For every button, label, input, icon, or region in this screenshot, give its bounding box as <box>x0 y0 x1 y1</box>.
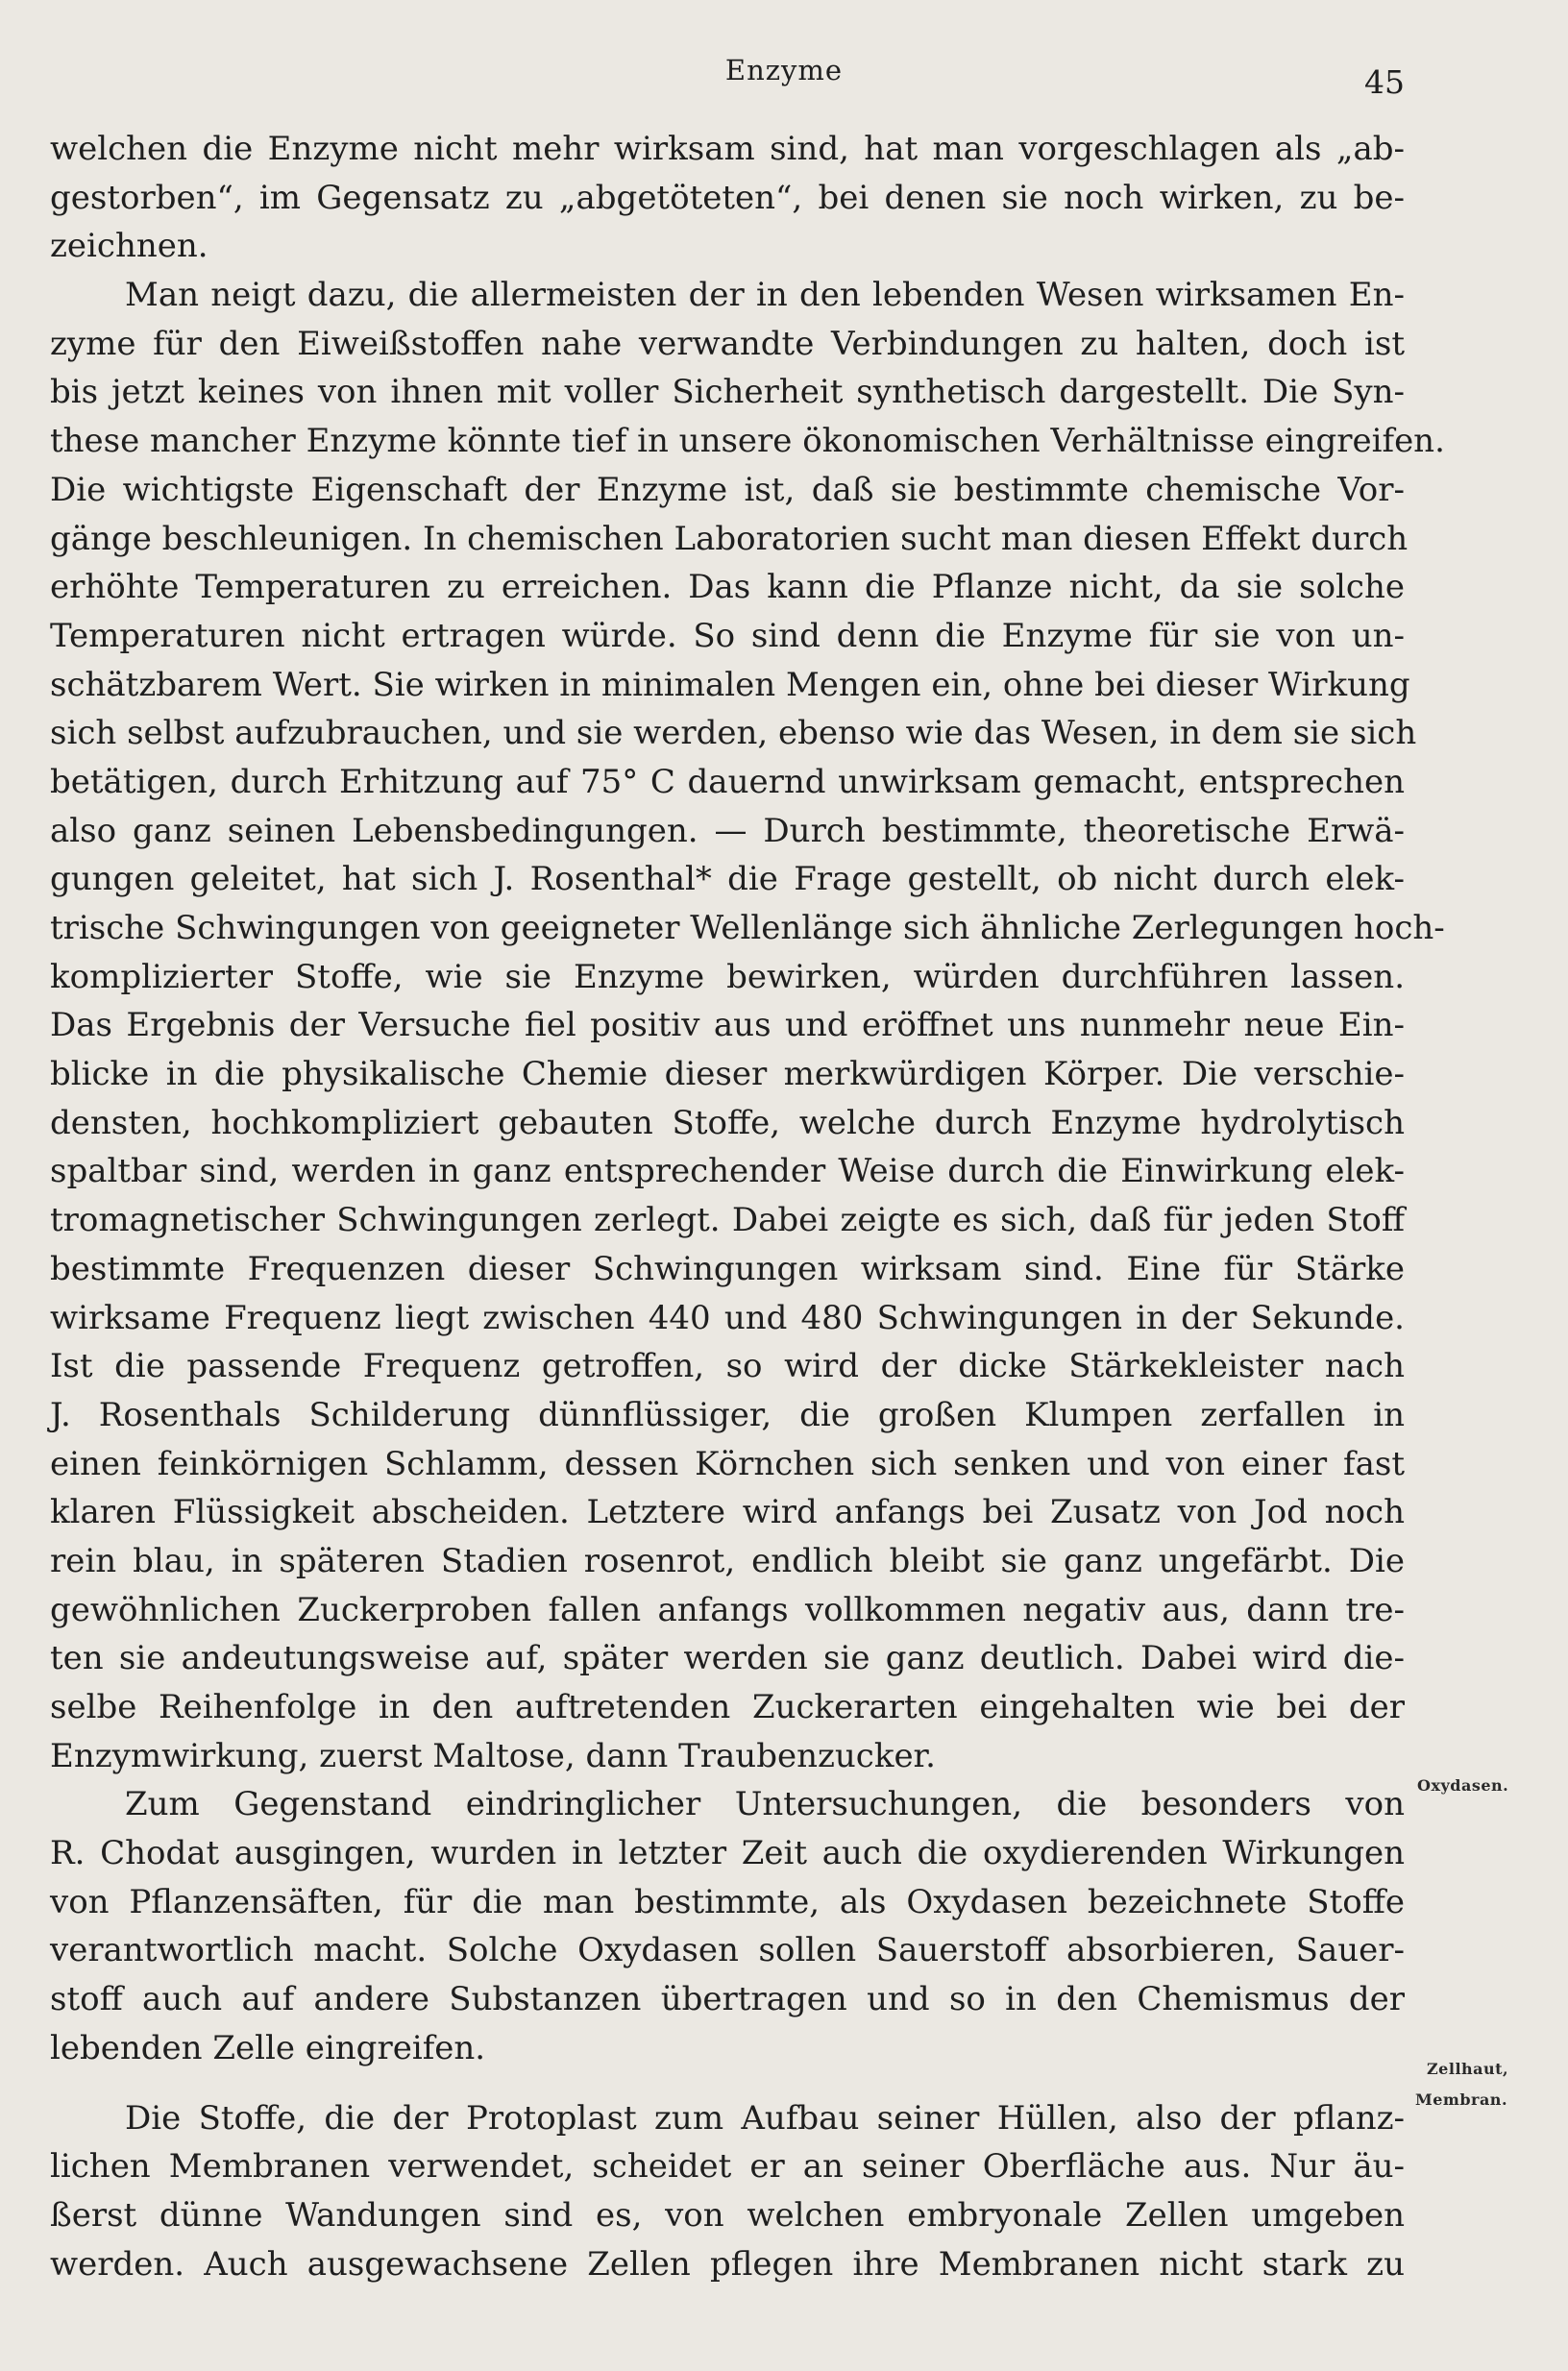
text-line: gestorben“, im Gegensatz zu „abgetöteten“, bei denen sie noch wirken, zu be- <box>50 178 1405 217</box>
text-line: Ist die passende Frequenz getroffen, so wird der dicke Stärkekleister nach <box>50 1347 1405 1386</box>
text-line: bestimmte Frequenzen dieser Schwingungen wirksam sind. Eine für Stärke <box>50 1249 1405 1288</box>
text-line: Die Stoffe, die der Protoplast zum Aufbau seiner Hüllen, also der pflanz- <box>125 2098 1405 2138</box>
text-line: also ganz seinen Lebensbedingungen. — Durch bestimmte, theoretische Erwä- <box>50 811 1405 850</box>
text-line: spaltbar sind, werden in ganz entsprechender Weise durch die Einwirkung elek- <box>50 1152 1405 1191</box>
text-line: gewöhnlichen Zuckerproben fallen anfangs vollkommen negativ aus, dann tre- <box>50 1590 1405 1629</box>
text-line: betätigen, durch Erhitzung auf 75° C dauernd unwirksam gemacht, entsprechen <box>50 762 1405 801</box>
page-number: 45 <box>1364 63 1405 101</box>
text-line: densten, hochkompliziert gebauten Stoffe, welche durch Enzyme hydrolytisch <box>50 1103 1405 1142</box>
text-line: ßerst dünne Wandungen sind es, von welchen embryonale Zellen umgeben <box>50 2195 1405 2235</box>
text-line: Die wichtigste Eigenschaft der Enzyme ist, daß sie bestimmte chemische Vor- <box>50 470 1405 509</box>
text-line: gänge beschleunigen. In chemischen Laboratorien sucht man diesen Effekt durch <box>50 519 1409 558</box>
running-title: Enzyme <box>724 54 844 86</box>
text-line: these mancher Enzyme könnte tief in unsere ökonomischen Verhältnisse eingreifen. <box>50 422 1445 461</box>
text-line: lebenden Zelle eingreifen. <box>50 2028 486 2067</box>
paragraph <box>50 125 1405 271</box>
text-line: blicke in die physikalische Chemie dieser merkwürdigen Körper. Die verschie- <box>50 1055 1405 1094</box>
paragraph <box>50 1780 1405 2072</box>
text-line: gungen geleitet, hat sich J. Rosenthal* die Frage gestellt, ob nicht durch elek- <box>50 860 1405 899</box>
text-line: werden. Auch ausgewachsene Zellen pflegen ihre Membranen nicht stark zu <box>50 2244 1405 2284</box>
text-line: einen feinkörnigen Schlamm, dessen Körnchen sich senken und von einer fast <box>50 1444 1405 1483</box>
text-line: tromagnetischer Schwingungen zerlegt. Dabei zeigte es sich, daß für jeden Stoff <box>50 1201 1405 1240</box>
paragraph <box>50 271 1445 1780</box>
text-line: rein blau, in späteren Stadien rosenrot, endlich bleibt sie ganz ungefärbt. Die <box>50 1541 1405 1580</box>
text-line: erhöhte Temperaturen zu erreichen. Das kann die Pflanze nicht, da sie solche <box>50 568 1405 607</box>
text-line: Temperaturen nicht ertragen würde. So sind denn die Enzyme für sie von un- <box>50 616 1405 655</box>
text-line: lichen Membranen verwendet, scheidet er an seiner Oberfläche aus. Nur äu- <box>50 2147 1405 2187</box>
text-line: verantwortlich macht. Solche Oxydasen sollen Sauerstoff absorbieren, Sauer- <box>50 1931 1405 1970</box>
text-line: trische Schwingungen von geeigneter Wellenlänge sich ähnliche Zerlegungen hoch- <box>50 909 1445 947</box>
margin-note-membran: Membran. <box>1415 2090 1508 2109</box>
paragraph-gap <box>50 2073 1405 2094</box>
text-line: selbe Reihenfolge in den auftretenden Zuckerarten eingehalten wie bei der <box>50 1688 1405 1726</box>
text-line: wirksame Frequenz liegt zwischen 440 und 480 Schwingungen in der Sekunde. <box>50 1298 1405 1337</box>
paragraph <box>50 2094 1405 2289</box>
body-text <box>50 125 1445 2288</box>
text-line: Enzymwirkung, zuerst Maltose, dann Traubenzucker. <box>50 1736 936 1775</box>
text-line: klaren Flüssigkeit abscheiden. Letztere wird anfangs bei Zusatz von Jod noch <box>50 1493 1405 1532</box>
margin-note-oxydasen: Oxydasen. <box>1417 1776 1509 1795</box>
text-line: von Pflanzensäften, für die man bestimmte, als Oxydasen bezeichnete Stoffe <box>50 1882 1405 1921</box>
margin-note-zellhaut: Zellhaut, <box>1427 2060 1509 2078</box>
text-line: Man neigt dazu, die allermeisten der in den lebenden Wesen wirksamen En- <box>125 276 1405 315</box>
text-line: zeichnen. <box>50 227 208 266</box>
text-line: ten sie andeutungsweise auf, später werden sie ganz deutlich. Dabei wird die- <box>50 1639 1405 1678</box>
text-line: schätzbarem Wert. Sie wirken in minimalen Mengen ein, ohne bei dieser Wirkung <box>50 665 1410 704</box>
text-line: welchen die Enzyme nicht mehr wirksam sind, hat man vorgeschlagen als „ab- <box>50 130 1405 168</box>
text-line: R. Chodat ausgingen, wurden in letzter Zeit auch die oxydierenden Wirkungen <box>50 1834 1405 1873</box>
text-line: komplizierter Stoffe, wie sie Enzyme bewirken, würden durchführen lassen. <box>50 957 1405 996</box>
text-line: bis jetzt keines von ihnen mit voller Sicherheit synthetisch dargestellt. Die Syn- <box>50 373 1405 412</box>
text-line: Das Ergebnis der Versuche fiel positiv aus und eröffnet uns nunmehr neue Ein- <box>50 1006 1405 1045</box>
text-line: stoff auch auf andere Substanzen übertragen und so in den Chemismus der <box>50 1980 1405 2019</box>
text-line: sich selbst aufzubrauchen, und sie werden, ebenso wie das Wesen, in dem sie sich <box>50 714 1417 753</box>
text-line: Zum Gegenstand eindringlicher Untersuchungen, die besonders von <box>125 1785 1405 1824</box>
text-line: zyme für den Eiweißstoffen nahe verwandte Verbindungen zu halten, doch ist <box>50 324 1405 363</box>
text-line: J. Rosenthals Schilderung dünnflüssiger, die großen Klumpen zerfallen in <box>50 1395 1405 1434</box>
